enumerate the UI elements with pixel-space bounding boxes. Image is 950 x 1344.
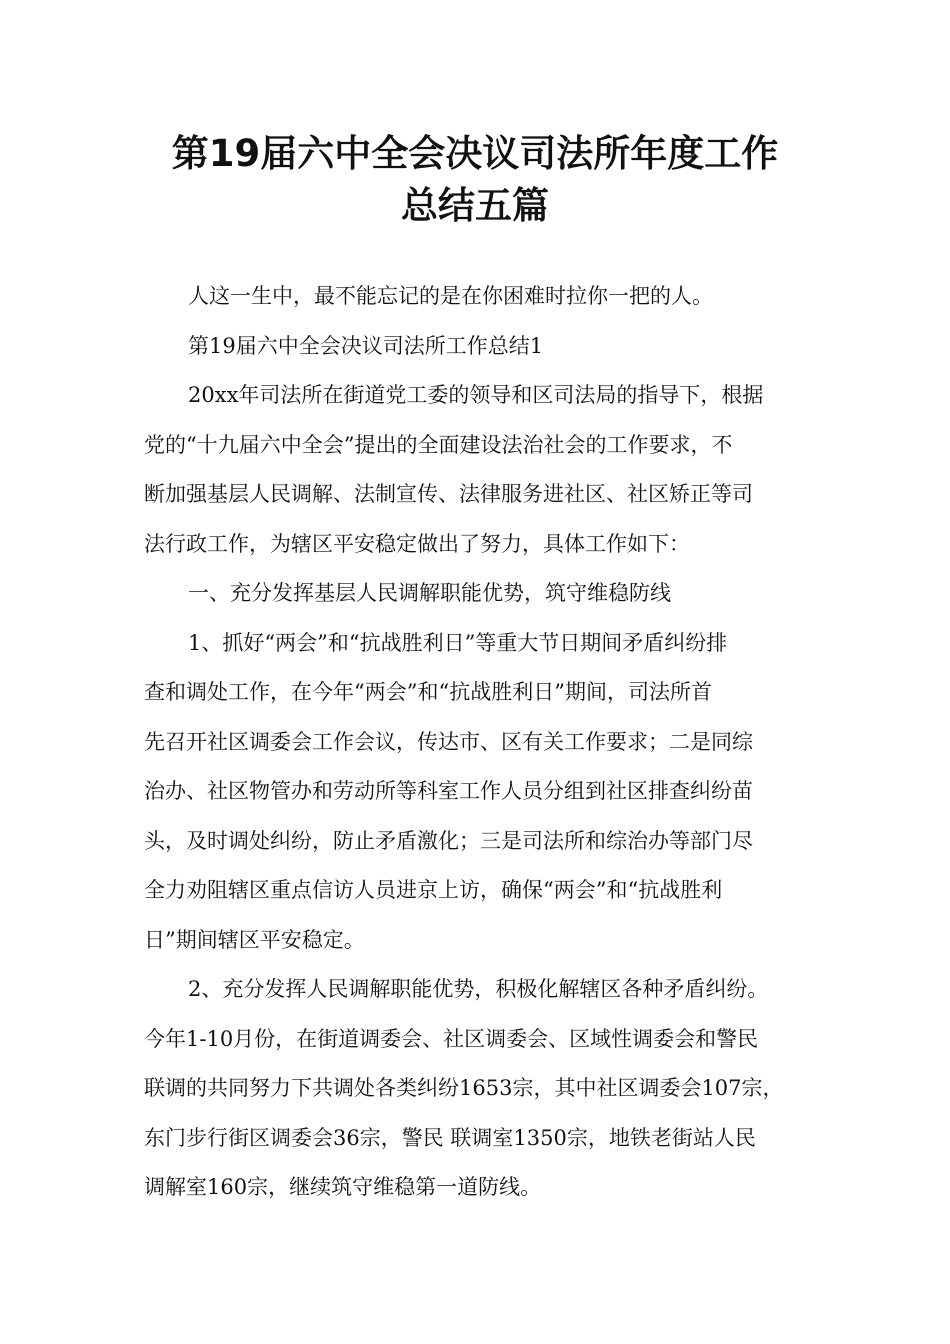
text-line-10: 先召开社区调委会工作会议，传达市、区有关工作要求；二是同综: [144, 729, 753, 754]
document-title-line-2: 总结五篇: [401, 184, 549, 227]
document-body: [144, 272, 834, 1213]
text-line-18: 东门步行街区调委会36宗，警民 联调室1350宗，地铁老街站人民: [144, 1125, 756, 1150]
text-line-16: 今年1-10月份，在街道调委会、社区调委会、区域性调委会和警民: [144, 1026, 759, 1051]
text-line-17: 联调的共同努力下共调处各类纠纷1653宗，其中社区调委会107宗，: [144, 1076, 784, 1100]
text-line-15: 2、充分发挥人民调解职能优势，积极化解辖区各种矛盾纠纷。: [188, 977, 769, 1001]
text-line-12: 头，及时调处纠纷，防止矛盾激化；三是司法所和综治办等部门尽: [144, 828, 753, 853]
text-line-5: 断加强基层人民调解、法制宣传、法律服务进社区、社区矫正等司: [144, 482, 753, 506]
text-line-3: 20xx年司法所在街道党工委的领导和区司法局的指导下，根据: [188, 383, 764, 407]
text-line-7: 一、充分发挥基层人民调解职能优势，筑守维稳防线: [188, 581, 671, 605]
text-line-11: 治办、社区物管办和劳动所等科室工作人员分组到社区排查纠纷苗: [144, 779, 753, 803]
text-line-2: 第19届六中全会决议司法所工作总结1: [188, 333, 544, 358]
text-line-14: 日”期间辖区平安稳定。: [144, 927, 365, 952]
text-line-9: 查和调处工作，在今年“两会”和“抗战胜利日”期间，司法所首: [144, 680, 712, 704]
text-line-8: 1、抓好“两会”和“抗战胜利日”等重大节日期间矛盾纠纷排: [188, 630, 728, 655]
text-line-4: 党的“十九届六中全会”提出的全面建设法治社会的工作要求，不: [144, 432, 733, 457]
document-title-line-1: 第19届六中全会决议司法所年度工作: [171, 132, 779, 175]
text-line-1: 人这一生中，最不能忘记的是在你困难时拉你一把的人。: [188, 284, 713, 308]
text-line-19: 调解室160宗，继续筑守维稳第一道防线。: [144, 1175, 542, 1199]
text-line-13: 全力劝阻辖区重点信访人员进京上访，确保“两会”和“抗战胜利: [144, 878, 723, 902]
text-line-6: 法行政工作，为辖区平安稳定做出了努力，具体工作如下：: [144, 531, 690, 556]
